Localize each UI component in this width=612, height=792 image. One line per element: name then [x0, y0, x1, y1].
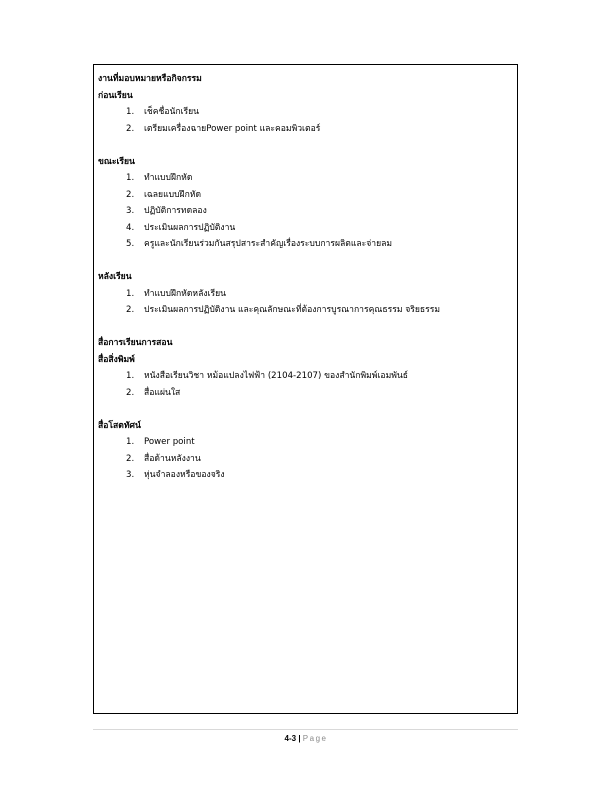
section [98, 154, 513, 253]
page-number: 4-3 [284, 734, 297, 743]
section-heading: สื่อโสตทัศน์ [98, 420, 141, 431]
list-item-number: 1. [126, 173, 135, 183]
list-item-number: 2. [126, 453, 135, 464]
list-item-text: Power point [144, 437, 195, 447]
list-item-number: 3. [126, 470, 135, 480]
list-item [98, 104, 513, 121]
list-item [98, 451, 513, 468]
lesson-content [98, 71, 513, 484]
section-gap [98, 253, 513, 270]
list-item-number: 4. [126, 222, 135, 233]
content-frame [93, 64, 518, 714]
section-heading: ขณะเรียน [98, 156, 135, 167]
list-item-number: 1. [126, 437, 135, 447]
section-heading: หลังเรียน [98, 272, 132, 282]
list-item [98, 121, 513, 138]
page-word: Page [302, 734, 328, 743]
list-item-number: 5. [126, 239, 135, 249]
list-item [98, 434, 513, 451]
footer-separator: | [298, 734, 301, 743]
list-item [98, 368, 513, 385]
list-item-text: หุ่นจำลองหรือของจริง [144, 470, 225, 480]
section-heading: สื่อสิ่งพิมพ์ [98, 354, 135, 365]
list-item [98, 187, 513, 204]
footer-rule [93, 729, 518, 730]
list-item-text: เตรียมเครื่องฉายPower point และคอมพิวเตอร์ [144, 123, 321, 134]
list-item [98, 203, 513, 220]
section-gap [98, 137, 513, 154]
list-item-number: 1. [126, 288, 135, 299]
section-gap [98, 319, 513, 336]
list-item-number: 1. [126, 107, 135, 117]
list-item [98, 302, 513, 319]
list-item-number: 2. [126, 305, 135, 315]
page-footer [0, 733, 612, 745]
list-item [98, 467, 513, 484]
section [98, 269, 513, 319]
list-item-text: เฉลยแบบฝึกหัด [144, 189, 202, 200]
list-item-text: ทำแบบฝึกหัด [144, 173, 193, 183]
section [98, 71, 513, 137]
section-heading: สื่อการเรียนการสอน [98, 338, 173, 348]
section-gap [98, 401, 513, 418]
list-item-text: ปฏิบัติการทดลอง [144, 206, 207, 216]
list-item [98, 286, 513, 303]
list-item [98, 385, 513, 402]
list-item-text: ทำแบบฝึกหัดหลังเรียน [144, 288, 227, 299]
list-item-number: 2. [126, 387, 135, 398]
list-item-number: 3. [126, 206, 135, 216]
list-item-text: สื่อแผ่นใส [144, 387, 181, 398]
list-item-text: สื่อด้านหลังงาน [144, 453, 201, 464]
list-item [98, 170, 513, 187]
list-item-text: ประเมินผลการปฏิบัติงาน [144, 222, 236, 233]
section [98, 335, 513, 401]
section [98, 418, 513, 484]
list-item-text: ครูและนักเรียนร่วมกันสรุปสาระสำคัญเรื่องระบบการผลิตและจ่ายลม [144, 239, 393, 249]
list-item-text: เช็คชื่อนักเรียน [144, 107, 200, 117]
list-item [98, 220, 513, 237]
list-item-text: ประเมินผลการปฏิบัติงาน และคุณลักษณะที่ต้องการบูรณาการคุณธรรม จริยธรรม [144, 305, 441, 315]
list-item-text: หนังสือเรียนวิชา หม้อแปลงไฟฟ้า (2104-2107) ของสำนักพิมพ์เอมพันธ์ [144, 371, 409, 381]
list-item-number: 2. [126, 189, 135, 200]
list-item-number: 2. [126, 123, 135, 134]
section-heading: ก่อนเรียน [98, 90, 133, 101]
section-heading: งานที่มอบหมายหรือกิจกรรม [98, 74, 202, 84]
list-item [98, 236, 513, 253]
list-item-number: 1. [126, 371, 135, 381]
